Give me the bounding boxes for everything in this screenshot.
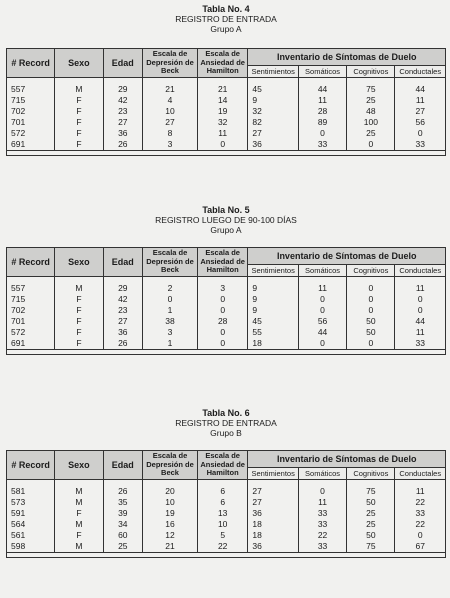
table-cell: 22: [395, 519, 446, 530]
table-cell: 561: [7, 530, 55, 541]
table-cell: M: [55, 519, 103, 530]
table-cell: 82: [248, 117, 298, 128]
table-row: [7, 117, 446, 128]
table-6-title: Tabla No. 6: [202, 408, 250, 418]
table-cell: 44: [395, 84, 446, 95]
table-cell: 18: [248, 519, 298, 530]
table-cell: 23: [103, 106, 143, 117]
table-cell: 28: [298, 106, 346, 117]
table-cell: 19: [143, 508, 198, 519]
table-cell: F: [55, 106, 103, 117]
table-cell: 32: [197, 117, 247, 128]
table-cell: 33: [395, 139, 446, 151]
col-header-beck: Escala de Depresión de Beck: [143, 451, 198, 480]
table-cell: 0: [197, 338, 247, 350]
table-cell: 50: [347, 530, 395, 541]
table-cell: 691: [7, 139, 55, 151]
table-cell: 27: [248, 497, 298, 508]
table-5-caption: [6, 205, 446, 235]
table-6-caption: [6, 408, 446, 438]
col-header-inventario: Inventario de Síntomas de Duelo: [248, 451, 446, 468]
table-cell: 598: [7, 541, 55, 553]
table-cell: 16: [143, 519, 198, 530]
col-header-record: # Record: [7, 49, 55, 78]
table-cell: 0: [395, 305, 446, 316]
table-cell: M: [55, 283, 103, 294]
table-cell: 42: [103, 294, 143, 305]
table-cell: 13: [197, 508, 247, 519]
table-cell: 1: [143, 338, 198, 350]
col-subheader: Sentimientos: [248, 66, 298, 78]
table-row: [7, 283, 446, 294]
table-row: [7, 95, 446, 106]
table-5-title: Tabla No. 5: [202, 205, 250, 215]
col-header-hamilton: Escala de Ansiedad de Hamilton: [197, 49, 247, 78]
table-cell: 36: [103, 128, 143, 139]
table-cell: 10: [143, 106, 198, 117]
table-cell: 11: [395, 486, 446, 497]
table-cell: F: [55, 508, 103, 519]
table-cell: 27: [143, 117, 198, 128]
table-cell: 0: [298, 338, 346, 350]
table-cell: 0: [298, 305, 346, 316]
col-header-hamilton: Escala de Ansiedad de Hamilton: [197, 451, 247, 480]
table-cell: 20: [143, 486, 198, 497]
table-row: [7, 486, 446, 497]
table-cell: 33: [298, 541, 346, 553]
col-subheader: Sentimientos: [248, 265, 298, 277]
table-cell: 29: [103, 283, 143, 294]
table-cell: M: [55, 541, 103, 553]
table-cell: 0: [298, 294, 346, 305]
table-cell: 4: [143, 95, 198, 106]
table-cell: 67: [395, 541, 446, 553]
table-cell: 60: [103, 530, 143, 541]
table-cell: 12: [143, 530, 198, 541]
table-cell: 0: [395, 294, 446, 305]
table-cell: 3: [143, 327, 198, 338]
table-6-group: Grupo B: [210, 428, 242, 438]
table-4-caption: [6, 4, 446, 34]
table-cell: 27: [395, 106, 446, 117]
table-cell: 28: [197, 316, 247, 327]
table-cell: 25: [347, 128, 395, 139]
table-cell: 36: [248, 139, 298, 151]
table-cell: 6: [197, 486, 247, 497]
table-cell: 5: [197, 530, 247, 541]
table-cell: F: [55, 316, 103, 327]
table-cell: 11: [395, 283, 446, 294]
table-cell: 42: [103, 95, 143, 106]
table-cell: F: [55, 338, 103, 350]
table-row: [7, 294, 446, 305]
table-cell: 21: [197, 84, 247, 95]
table-cell: 691: [7, 338, 55, 350]
table-cell: 25: [347, 508, 395, 519]
table-cell: 0: [347, 283, 395, 294]
table-cell: 0: [347, 139, 395, 151]
table-cell: 75: [347, 84, 395, 95]
col-header-inventario: Inventario de Síntomas de Duelo: [248, 248, 446, 265]
col-header-inventario: Inventario de Síntomas de Duelo: [248, 49, 446, 66]
table-cell: 44: [395, 316, 446, 327]
table-cell: 564: [7, 519, 55, 530]
table-cell: 0: [347, 305, 395, 316]
table-row: [7, 128, 446, 139]
table-cell: 0: [197, 305, 247, 316]
table-cell: 55: [248, 327, 298, 338]
table-4: [6, 48, 446, 156]
table-cell: F: [55, 117, 103, 128]
table-cell: 0: [395, 530, 446, 541]
table-cell: 50: [347, 327, 395, 338]
table-row: [7, 327, 446, 338]
table-row: [7, 305, 446, 316]
col-header-record: # Record: [7, 451, 55, 480]
table-cell: 11: [298, 497, 346, 508]
table-row: [7, 84, 446, 95]
table-cell: 701: [7, 316, 55, 327]
table-cell: 33: [395, 338, 446, 350]
table-row: [7, 519, 446, 530]
table-cell: 10: [197, 519, 247, 530]
col-header-edad: Edad: [103, 49, 143, 78]
table-cell: 23: [103, 305, 143, 316]
table-5-group: Grupo A: [210, 225, 242, 235]
table-row: [7, 541, 446, 553]
table-cell: 6: [197, 497, 247, 508]
table-cell: 33: [298, 139, 346, 151]
col-subheader: Cognitivos: [347, 265, 395, 277]
table-cell: 8: [143, 128, 198, 139]
table-cell: 18: [248, 530, 298, 541]
table-cell: 3: [197, 283, 247, 294]
col-header-sexo: Sexo: [55, 248, 103, 277]
col-subheader: Conductales: [395, 265, 446, 277]
table-cell: 11: [395, 327, 446, 338]
table-cell: 26: [103, 338, 143, 350]
table-cell: 14: [197, 95, 247, 106]
table-cell: 34: [103, 519, 143, 530]
table-cell: 9: [248, 95, 298, 106]
table-cell: F: [55, 327, 103, 338]
table-cell: 36: [248, 541, 298, 553]
table-cell: 0: [197, 294, 247, 305]
table-row: [7, 106, 446, 117]
table-cell: 0: [395, 128, 446, 139]
table-cell: 11: [197, 128, 247, 139]
table-cell: 22: [298, 530, 346, 541]
table-cell: F: [55, 294, 103, 305]
table-row: [7, 139, 446, 151]
table-cell: 0: [347, 338, 395, 350]
table-4-subtitle: REGISTRO DE ENTRADA: [175, 14, 277, 24]
table-cell: 56: [298, 316, 346, 327]
table-6: [6, 450, 446, 558]
table-cell: 702: [7, 106, 55, 117]
table-cell: M: [55, 486, 103, 497]
table-cell: 44: [298, 327, 346, 338]
table-cell: 557: [7, 84, 55, 95]
col-header-sexo: Sexo: [55, 451, 103, 480]
table-cell: 89: [298, 117, 346, 128]
table-cell: 29: [103, 84, 143, 95]
table-cell: 581: [7, 486, 55, 497]
table-cell: 45: [248, 84, 298, 95]
table-cell: 715: [7, 95, 55, 106]
table-cell: 0: [197, 139, 247, 151]
table-cell: 0: [298, 486, 346, 497]
table-cell: F: [55, 139, 103, 151]
table-cell: 33: [298, 508, 346, 519]
table-cell: M: [55, 84, 103, 95]
table-cell: 27: [103, 316, 143, 327]
table-cell: 26: [103, 139, 143, 151]
col-subheader: Cognitivos: [347, 468, 395, 480]
table-row: [7, 508, 446, 519]
table-cell: 2: [143, 283, 198, 294]
table-cell: 27: [248, 486, 298, 497]
table-cell: 572: [7, 128, 55, 139]
table-cell: 9: [248, 283, 298, 294]
col-subheader: Sentimientos: [248, 468, 298, 480]
table-cell: 1: [143, 305, 198, 316]
col-subheader: Conductales: [395, 66, 446, 78]
table-cell: 0: [298, 128, 346, 139]
table-cell: F: [55, 128, 103, 139]
table-5-subtitle: REGISTRO LUEGO DE 90-100 DÍAS: [155, 215, 297, 225]
table-cell: 0: [143, 294, 198, 305]
table-cell: 573: [7, 497, 55, 508]
table-cell: 10: [143, 497, 198, 508]
col-header-edad: Edad: [103, 248, 143, 277]
table-row: [7, 338, 446, 350]
col-header-record: # Record: [7, 248, 55, 277]
table-cell: F: [55, 305, 103, 316]
table-cell: 35: [103, 497, 143, 508]
table-cell: 18: [248, 338, 298, 350]
col-header-hamilton: Escala de Ansiedad de Hamilton: [197, 248, 247, 277]
table-cell: 11: [298, 283, 346, 294]
table-cell: 38: [143, 316, 198, 327]
table-cell: 32: [248, 106, 298, 117]
table-cell: 591: [7, 508, 55, 519]
col-subheader: Cognitivos: [347, 66, 395, 78]
col-header-beck: Escala de Depresión de Beck: [143, 248, 198, 277]
table-cell: 50: [347, 316, 395, 327]
table-cell: 39: [103, 508, 143, 519]
table-cell: 11: [298, 95, 346, 106]
col-subheader: Somáticos: [298, 66, 346, 78]
table-cell: 27: [248, 128, 298, 139]
table-cell: 557: [7, 283, 55, 294]
col-subheader: Somáticos: [298, 468, 346, 480]
table-4-title: Tabla No. 4: [202, 4, 250, 14]
table-4-group: Grupo A: [210, 24, 242, 34]
table-cell: 44: [298, 84, 346, 95]
table-row: [7, 530, 446, 541]
table-cell: 572: [7, 327, 55, 338]
col-header-beck: Escala de Depresión de Beck: [143, 49, 198, 78]
col-subheader: Conductales: [395, 468, 446, 480]
table-cell: 100: [347, 117, 395, 128]
table-cell: 22: [197, 541, 247, 553]
table-cell: 36: [248, 508, 298, 519]
table-cell: 50: [347, 497, 395, 508]
table-cell: 27: [103, 117, 143, 128]
table-row: [7, 497, 446, 508]
table-cell: 45: [248, 316, 298, 327]
table-cell: 25: [347, 519, 395, 530]
table-cell: 48: [347, 106, 395, 117]
table-cell: M: [55, 497, 103, 508]
table-cell: 25: [347, 95, 395, 106]
table-cell: 33: [298, 519, 346, 530]
table-cell: 19: [197, 106, 247, 117]
table-cell: F: [55, 530, 103, 541]
table-cell: 0: [197, 327, 247, 338]
table-cell: 3: [143, 139, 198, 151]
table-cell: F: [55, 95, 103, 106]
table-cell: 701: [7, 117, 55, 128]
table-cell: 702: [7, 305, 55, 316]
table-cell: 33: [395, 508, 446, 519]
table-cell: 9: [248, 294, 298, 305]
table-cell: 75: [347, 486, 395, 497]
table-5: [6, 247, 446, 355]
table-cell: 21: [143, 84, 198, 95]
table-cell: 36: [103, 327, 143, 338]
col-header-sexo: Sexo: [55, 49, 103, 78]
table-cell: 56: [395, 117, 446, 128]
table-cell: 715: [7, 294, 55, 305]
col-header-edad: Edad: [103, 451, 143, 480]
table-cell: 9: [248, 305, 298, 316]
table-cell: 25: [103, 541, 143, 553]
table-cell: 21: [143, 541, 198, 553]
table-cell: 0: [347, 294, 395, 305]
table-row: [7, 316, 446, 327]
table-cell: 26: [103, 486, 143, 497]
col-subheader: Somáticos: [298, 265, 346, 277]
table-cell: 11: [395, 95, 446, 106]
table-6-subtitle: REGISTRO DE ENTRADA: [175, 418, 277, 428]
table-cell: 22: [395, 497, 446, 508]
table-cell: 75: [347, 541, 395, 553]
